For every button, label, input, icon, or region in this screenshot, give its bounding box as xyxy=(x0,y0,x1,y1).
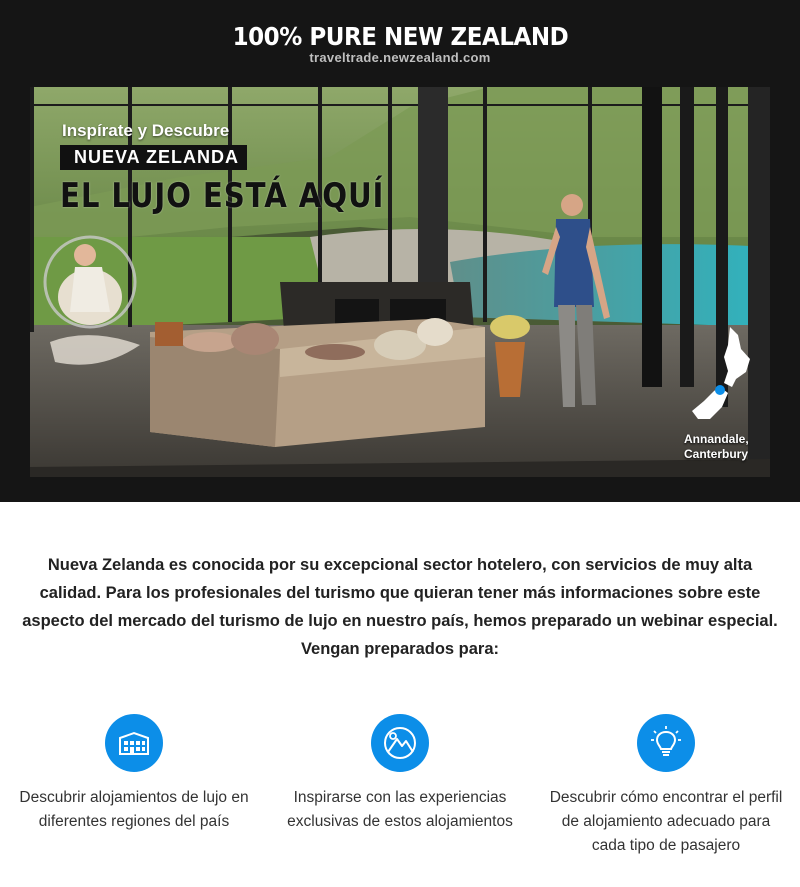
hero-banner[interactable] xyxy=(30,87,770,477)
feature-item-accommodations xyxy=(14,714,254,834)
building-icon xyxy=(105,714,163,772)
feature-list xyxy=(0,714,800,887)
brand-url-link[interactable]: traveltrade.newzealand.com xyxy=(309,50,491,65)
brand-title: 100% PURE NEW ZEALAND xyxy=(232,22,568,51)
hero-tagline: Inspírate y Descubre xyxy=(62,121,230,140)
location-line2: Canterbury xyxy=(684,447,749,461)
feature-text: Descubrir cómo encontrar el perfil de alojamiento adecuado para cada tipo de pasajero xyxy=(549,789,783,854)
hero-headline xyxy=(60,121,437,216)
location-caption xyxy=(684,432,749,462)
mountains-icon xyxy=(371,714,429,772)
intro-paragraph: Nueva Zelanda es conocida por su excepcional sector hotelero, con servicios de muy alta calidad. Para los profesionales del turismo que quieran tener más informaciones sobre este aspecto del mercado del turismo de lujo en nuestro país, hemos preparado un webinar especial. Vengan preparados para: xyxy=(22,556,778,658)
hero-title: EL LUJO ESTÁ AQUÍ xyxy=(60,176,385,216)
feature-text: Inspirarse con las experiencias exclusivas de estos alojamientos xyxy=(287,789,513,830)
lightbulb-icon xyxy=(637,714,695,772)
feature-item-experiences xyxy=(280,714,520,834)
location-line1: Annandale, xyxy=(684,432,749,446)
feature-text: Descubrir alojamientos de lujo en diferentes regiones del país xyxy=(19,789,249,830)
hero-country-label: NUEVA ZELANDA xyxy=(60,145,247,170)
brand-logo[interactable] xyxy=(0,22,800,65)
feature-item-profile xyxy=(546,714,786,858)
